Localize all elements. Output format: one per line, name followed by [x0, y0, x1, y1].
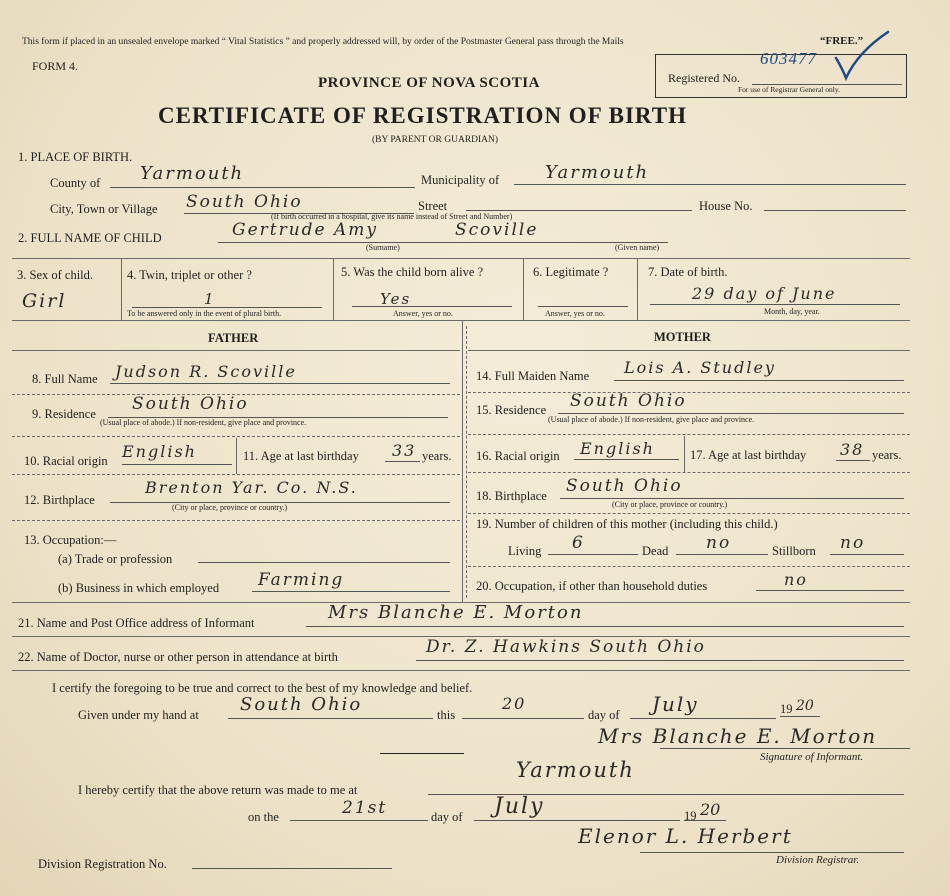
legitimate-label: 6. Legitimate ?	[533, 265, 609, 279]
sex-label: 3. Sex of child.	[17, 268, 94, 282]
mother-birthplace-label: 18. Birthplace	[476, 489, 547, 503]
stillborn-label: Stillborn	[772, 544, 816, 558]
father-age-label: 11. Age at last birthday	[243, 449, 359, 463]
dob-value: 29 day of June	[692, 284, 837, 303]
return-label: I hereby certify that the above return was made to me at	[78, 783, 358, 797]
mother-residence-value: South Ohio	[570, 391, 687, 411]
day-value: 20	[502, 694, 527, 713]
born-alive-value: Yes	[380, 290, 412, 308]
father-name-value: Judson R. Scoville	[115, 362, 297, 381]
given-place-value: South Ohio	[240, 694, 363, 715]
father-birthplace-value: Brenton Yar. Co. N.S.	[145, 478, 358, 497]
father-residence-value: South Ohio	[132, 394, 249, 414]
father-birthplace-label: 12. Birthplace	[24, 493, 95, 507]
stillborn-value: no	[840, 533, 866, 553]
year-value: 20	[796, 698, 814, 714]
mail-notice-free: “FREE.”	[820, 35, 864, 47]
page-subtitle: (BY PARENT OR GUARDIAN)	[372, 135, 499, 145]
return-place-value: Yarmouth	[516, 758, 635, 782]
business-label: (b) Business in which employed	[58, 581, 220, 595]
on-the-label: on the	[248, 810, 279, 824]
registrar-signature: Elenor L. Herbert	[578, 824, 793, 848]
dead-label: Dead	[642, 544, 669, 558]
born-alive-note: Answer, yes or no.	[393, 309, 453, 318]
informant-label: 21. Name and Post Office address of Informant	[18, 616, 255, 630]
mother-heading: MOTHER	[654, 330, 711, 344]
surname-note: (Surname)	[366, 243, 400, 252]
signature-label: Signature of Informant.	[760, 751, 864, 763]
father-business-value: Farming	[258, 570, 345, 590]
father-age-value: 33	[392, 441, 417, 460]
doctor-value: Dr. Z. Hawkins South Ohio	[426, 637, 706, 657]
return-day-value: 21st	[342, 798, 388, 818]
child-surname: Scoville	[455, 220, 539, 240]
mother-years-label: years.	[872, 448, 902, 462]
day-of-label: day of	[588, 708, 620, 722]
father-occupation-label: 13. Occupation:—	[24, 533, 117, 547]
month-value: July	[652, 692, 699, 716]
father-residence-label: 9. Residence	[32, 407, 96, 421]
city-value: South Ohio	[186, 192, 303, 212]
living-value: 6	[572, 533, 585, 553]
child-given-names: Gertrude Amy	[232, 220, 379, 240]
registrar-use-note: For use of Registrar General only.	[738, 85, 840, 94]
municipality-label: Municipality of	[421, 173, 500, 187]
mother-name-value: Lois A. Studley	[624, 358, 776, 377]
twin-value: 1	[204, 290, 216, 308]
mother-residence-label: 15. Residence	[476, 403, 547, 417]
child-name-label: 2. FULL NAME OF CHILD	[18, 231, 162, 245]
county-value: Yarmouth	[140, 163, 245, 184]
checkmark-icon	[832, 28, 892, 84]
mother-name-label: 14. Full Maiden Name	[476, 369, 590, 383]
twin-label: 4. Twin, triplet or other ?	[127, 268, 252, 282]
house-no-label: House No.	[699, 199, 753, 213]
legitimate-note: Answer, yes or no.	[545, 309, 605, 318]
trade-label: (a) Trade or profession	[58, 552, 173, 566]
father-years-label: years.	[422, 449, 452, 463]
children-count-label: 19. Number of children of this mother (including this child.)	[476, 517, 778, 531]
given-name-note: (Given name)	[615, 243, 660, 252]
division-reg-no-label: Division Registration No.	[38, 857, 167, 871]
registered-no-label: Registered No.	[668, 71, 740, 85]
doctor-label: 22. Name of Doctor, nurse or other person in attendance at birth	[18, 650, 338, 664]
divider	[380, 753, 464, 754]
return-year-value: 20	[700, 800, 721, 819]
father-racial-label: 10. Racial origin	[24, 454, 108, 468]
county-label: County of	[50, 176, 101, 190]
province-heading: PROVINCE OF NOVA SCOTIA	[318, 75, 540, 91]
return-day-of-label: day of	[431, 810, 463, 824]
form-number: FORM 4.	[32, 59, 79, 73]
mother-residence-note: (Usual place of abode.) If non-resident, give place and province.	[548, 415, 755, 424]
mother-occupation-value: no	[784, 570, 808, 589]
father-birthplace-note: (City or place, province or country.)	[172, 503, 288, 512]
registered-no-value: 603477	[760, 49, 817, 68]
dob-note: Month, day, year.	[764, 307, 820, 316]
mother-age-value: 38	[840, 440, 865, 459]
return-year-prefix: 19	[684, 809, 697, 823]
mail-notice: This form if placed in an unsealed envelope marked “ Vital Statistics ” and properly addressed will, by order of the Postmaster General pass through the Mails	[22, 37, 624, 47]
hospital-note: (If birth occurred in a hospital, give its name instead of Street and Number)	[271, 212, 513, 221]
living-label: Living	[508, 544, 542, 558]
return-month-value: July	[494, 794, 545, 819]
twin-note: To be answered only in the event of plural birth.	[127, 309, 282, 318]
municipality-value: Yarmouth	[545, 162, 650, 183]
page-title: CERTIFICATE OF REGISTRATION OF BIRTH	[158, 103, 687, 128]
street-label: Street	[418, 199, 448, 213]
father-name-label: 8. Full Name	[32, 372, 98, 386]
sex-value: Girl	[22, 290, 67, 312]
father-racial-value: English	[122, 442, 197, 461]
year-prefix: 19	[780, 702, 793, 716]
division-registrar-label: Division Registrar.	[776, 854, 860, 866]
dead-value: no	[706, 533, 732, 553]
father-residence-note: (Usual place of abode.) If non-resident, give place and province.	[100, 418, 307, 427]
informant-signature: Mrs Blanche E. Morton	[598, 724, 878, 748]
born-alive-label: 5. Was the child born alive ?	[341, 265, 484, 279]
mother-birthplace-note: (City or place, province or country.)	[612, 500, 728, 509]
father-heading: FATHER	[208, 331, 259, 345]
informant-value: Mrs Blanche E. Morton	[328, 602, 584, 623]
this-label: this	[437, 708, 456, 722]
mother-racial-value: English	[580, 439, 655, 458]
dob-label: 7. Date of birth.	[648, 265, 728, 279]
mother-racial-label: 16. Racial origin	[476, 449, 560, 463]
certify-text: I certify the foregoing to be true and correct to the best of my knowledge and belief.	[52, 681, 473, 695]
mother-occupation-label: 20. Occupation, if other than household duties	[476, 579, 708, 593]
place-of-birth-label: 1. PLACE OF BIRTH.	[18, 150, 133, 164]
mother-age-label: 17. Age at last birthday	[690, 448, 807, 462]
mother-birthplace-value: South Ohio	[566, 476, 683, 496]
city-label: City, Town or Village	[50, 202, 158, 216]
given-under-label: Given under my hand at	[78, 708, 199, 722]
